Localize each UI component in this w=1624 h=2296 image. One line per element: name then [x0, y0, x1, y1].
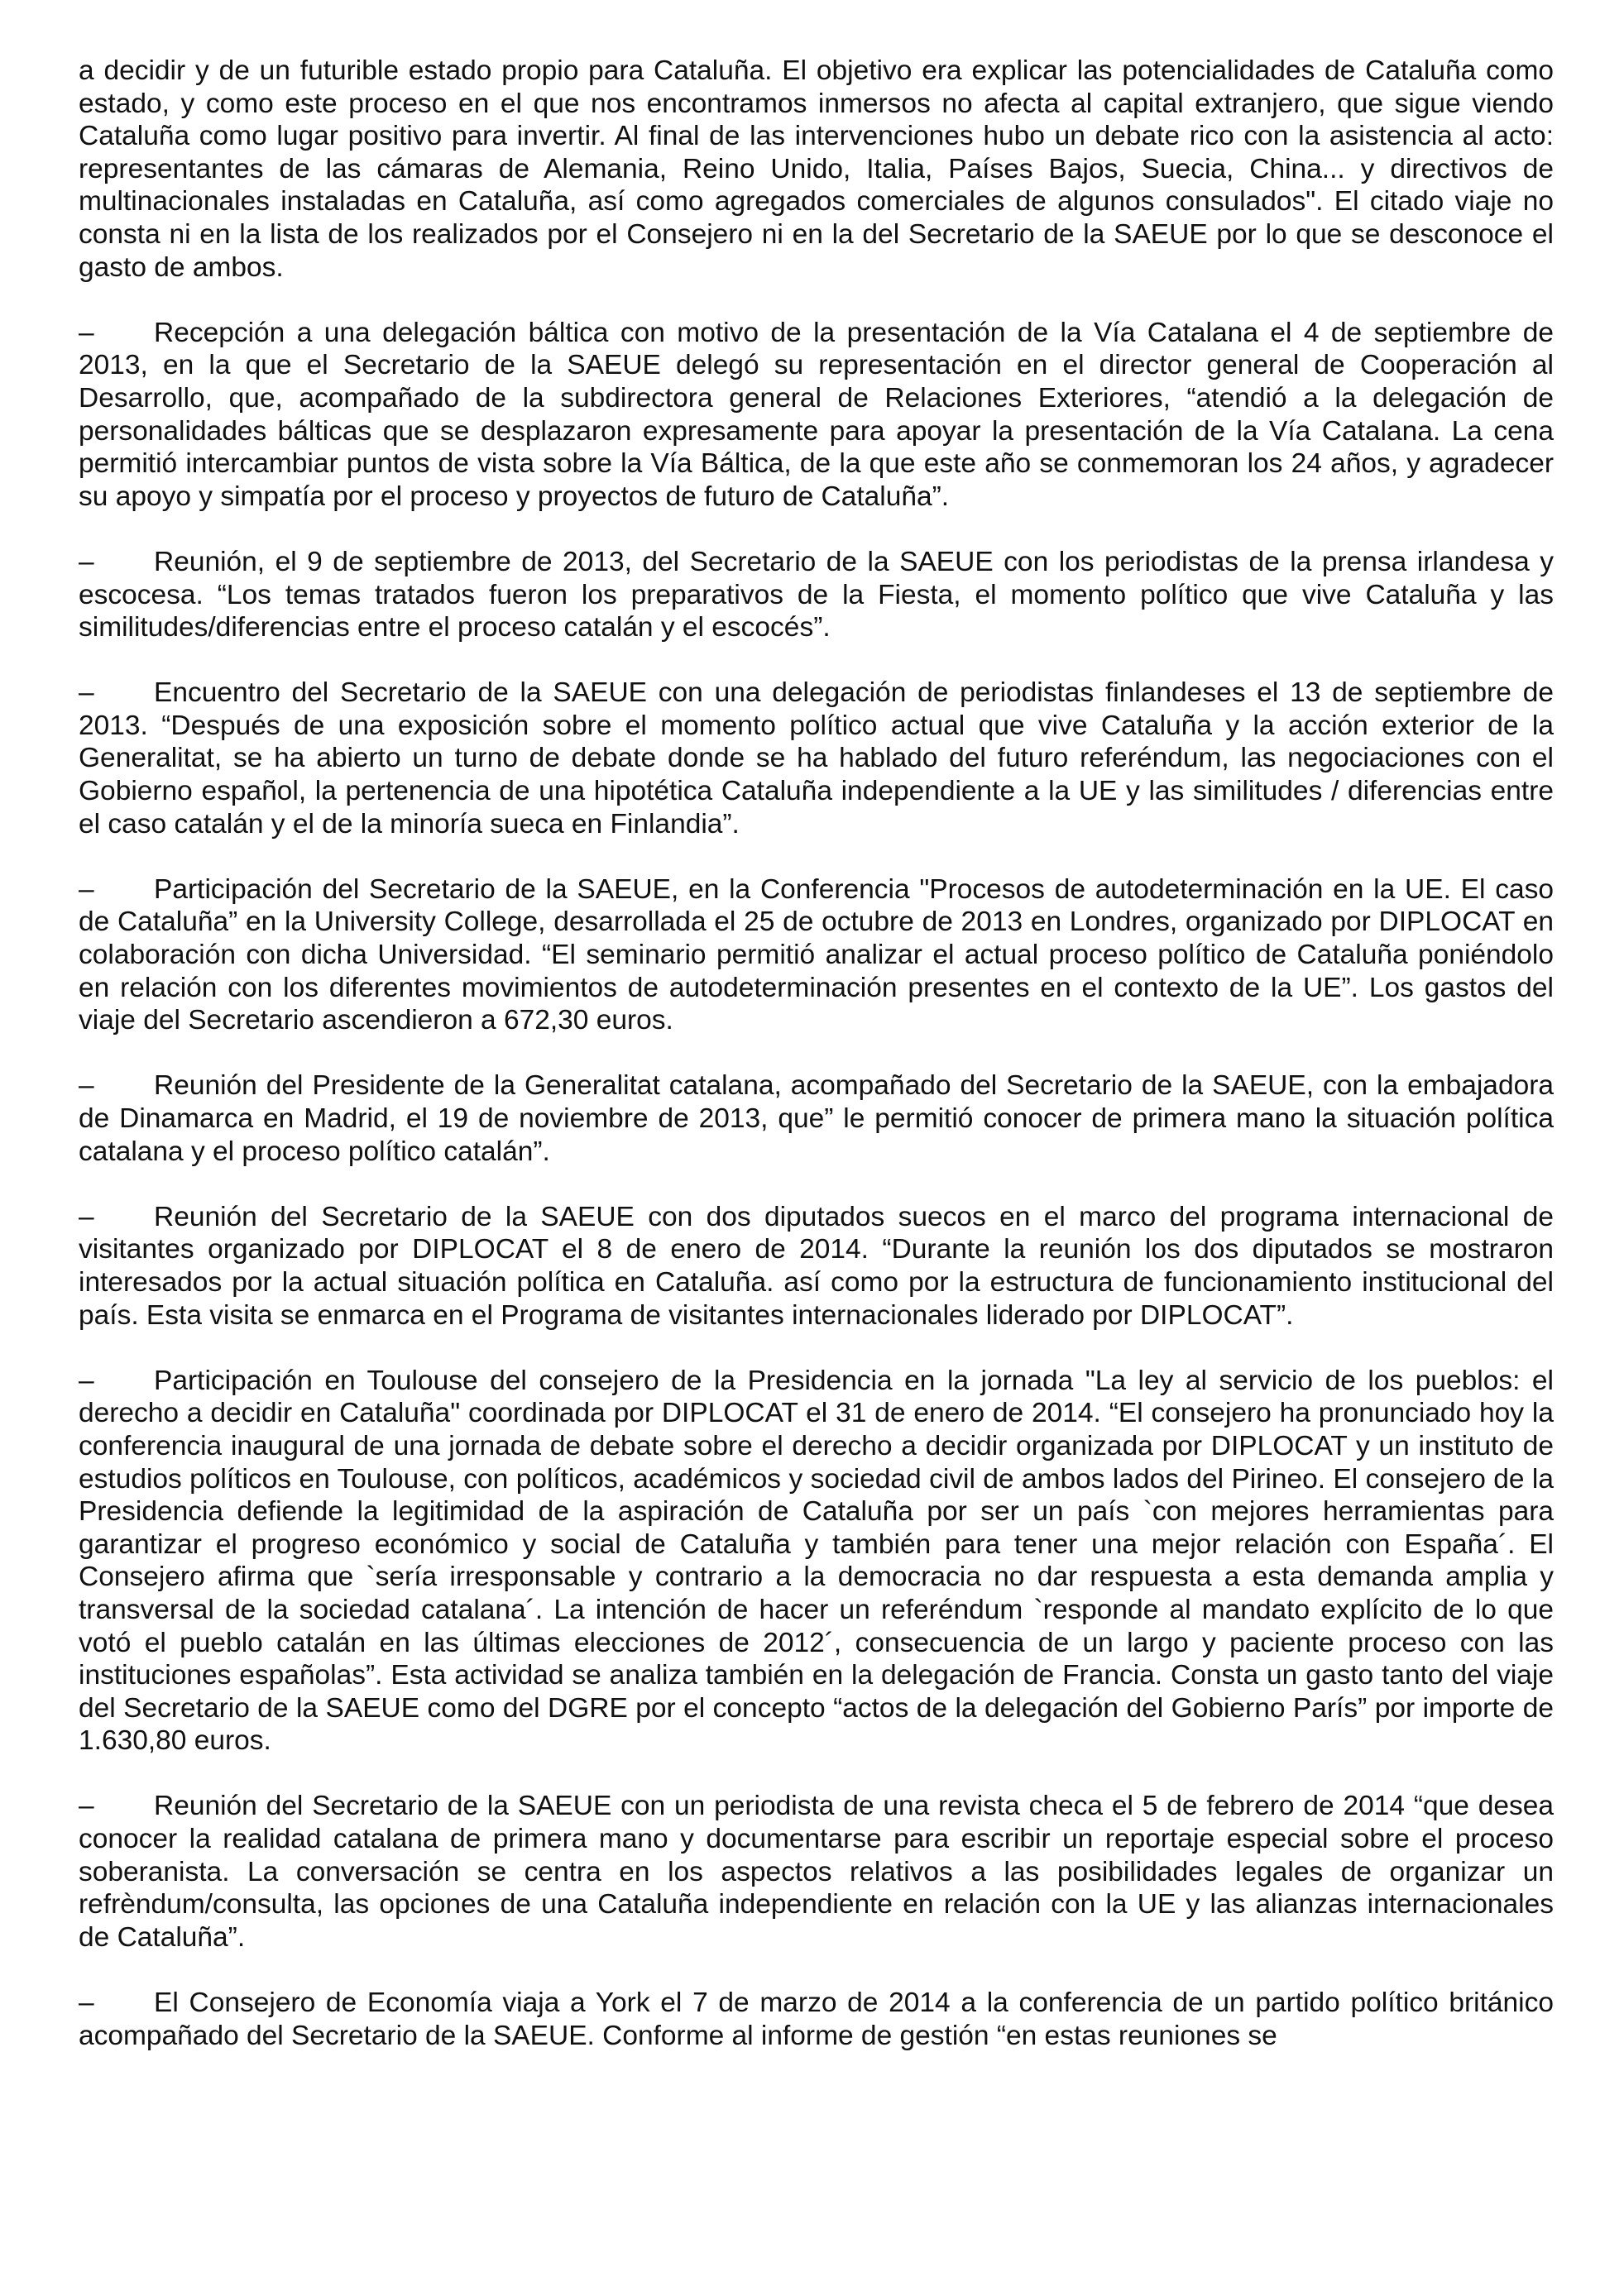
list-item-text: El Consejero de Economía viaja a York el 7 de marzo de 2014 a la conferencia de un partido político británico acompañado del Secretario de la SAEUE. Conforme al informe de gestión “en estas reuniones se — [79, 1987, 1554, 2051]
list-item-text: Participación en Toulouse del consejero de la Presidencia en la jornada "La ley al servicio de los pueblos: el derecho a decidir en Cataluña" coordinada por DIPLOCAT el 31 de enero de 2014. “El consejero ha pronunciado hoy la conferencia inaugural de una jornada de debate sobre el derecho a decidir organizada por DIPLOCAT y un instituto de estudios políticos en Toulouse, con políticos, académicos y sociedad civil de ambos lados del Pirineo. El consejero de la Presidencia defiende la legitimidad de la aspiración de Cataluña por ser un país `con mejores herramientas para garantizar el progreso económico y social de Cataluña y también para tener una mejor relación con España´. El Consejero afirma que `sería irresponsable y contrario a la democracia no dar respuesta a esta demanda amplia y transversal de la sociedad catalana´. La intención de hacer un referéndum `responde al mandato explícito de lo que votó el pueblo catalán en las últimas elecciones de 2012´, consecuencia de un largo y paciente proceso con las instituciones españolas”. Esta actividad se analiza también en la delegación de Francia. Consta un gasto tanto del viaje del Secretario de la SAEUE como del DGRE por el concepto “actos de la delegación del Gobierno París” por importe de 1.630,80 euros. — [79, 1365, 1554, 1757]
dash-bullet: – — [79, 1201, 94, 1232]
dash-bullet: – — [79, 1070, 94, 1102]
list-item — [79, 1069, 1554, 1168]
dash-bullet: – — [79, 1365, 94, 1396]
list-item-text: Encuentro del Secretario de la SAEUE con una delegación de periodistas finlandeses el 13 de septiembre de 2013. “Después de una exposición sobre el momento político actual que vive Cataluña y la acción exterior de la Generalitat, se ha abierto un turno de debate donde se ha hablado del futuro referéndum, las negociaciones con el Gobierno español, la pertenencia de una hipotética Cataluña independiente a la UE y las similitudes / diferencias entre el caso catalán y el de la minoría sueca en Finlandia”. — [79, 677, 1554, 839]
list-item-text: Reunión del Presidente de la Generalitat catalana, acompañado del Secretario de la SAEUE, con la embajadora de Dinamarca en Madrid, el 19 de noviembre de 2013, que” le permitió conocer de primera mano la situación política catalana y el proceso político catalán”. — [79, 1070, 1554, 1167]
list-item — [79, 873, 1554, 1037]
dash-bullet: – — [79, 873, 94, 905]
intro-paragraph: a decidir y de un futurible estado propio para Cataluña. El objetivo era explicar las potencialidades de Cataluña como estado, y como este proceso en el que nos encontramos inmersos no afecta al capital extranjero, que sigue viendo Cataluña como lugar positivo para invertir. Al final de las intervenciones hubo un debate rico con la asistencia al acto: representantes de las cámaras de Alemania, Reino Unido, Italia, Países Bajos, Suecia, China... y directivos de multinacionales instaladas en Cataluña, así como agregados comerciales de algunos consulados". El citado viaje no consta ni en la lista de los realizados por el Consejero ni en la del Secretario de la SAEUE por lo que se desconoce el gasto de ambos. — [79, 55, 1554, 283]
list-item — [79, 1790, 1554, 1954]
document-page — [79, 55, 1554, 2085]
list-item-text: Reunión del Secretario de la SAEUE con un periodista de una revista checa el 5 de febrero de 2014 “que desea conocer la realidad catalana de primera mano y documentarse para escribir un reportaje especial sobre el proceso soberanista. La conversación se centra en los aspectos relativos a las posibilidades legales de organizar un refrèndum/consulta, las opciones de una Cataluña independiente en relación con la UE y las alianzas internacionales de Cataluña”. — [79, 1791, 1554, 1953]
list-item — [79, 1365, 1554, 1758]
dash-bullet: – — [79, 677, 94, 709]
dash-bullet: – — [79, 1987, 94, 2019]
dash-bullet: – — [79, 1791, 94, 1822]
list-item — [79, 1987, 1554, 2052]
dash-bullet: – — [79, 317, 94, 348]
list-item-text: Reunión del Secretario de la SAEUE con dos diputados suecos en el marco del programa internacional de visitantes organizado por DIPLOCAT el 8 de enero de 2014. “Durante la reunión los dos diputados se mostraron interesados por la actual situación política en Cataluña. así como por la estructura de funcionamiento institucional del país. Esta visita se enmarca en el Programa de visitantes internacionales liderado por DIPLOCAT”. — [79, 1201, 1554, 1331]
list-item — [79, 1201, 1554, 1332]
list-item-text: Participación del Secretario de la SAEUE, en la Conferencia "Procesos de autodeterminación en la UE. El caso de Cataluña” en la University College, desarrollada el 25 de octubre de 2013 en Londres, organizado por DIPLOCAT en colaboración con dicha Universidad. “El seminario permitió analizar el actual proceso político de Cataluña poniéndolo en relación con los diferentes movimientos de autodeterminación presentes en el contexto de la UE”. Los gastos del viaje del Secretario ascendieron a 672,30 euros. — [79, 873, 1554, 1036]
list-item — [79, 546, 1554, 644]
dash-bullet: – — [79, 546, 94, 577]
list-item-text: Recepción a una delegación báltica con motivo de la presentación de la Vía Catalana el 4 de septiembre de 2013, en la que el Secretario de la SAEUE delegó su representación en el director general de Cooperación al Desarrollo, que, acompañado de la subdirectora general de Relaciones Exteriores, “atendió a la delegación de personalidades bálticas que se desplazaron expresamente para apoyar la presentación de la Vía Catalana. La cena permitió intercambiar puntos de vista sobre la Vía Báltica, de la que este año se conmemoran los 24 años, y agradecer su apoyo y simpatía por el proceso y proyectos de futuro de Cataluña”. — [79, 317, 1554, 512]
list-item-text: Reunión, el 9 de septiembre de 2013, del Secretario de la SAEUE con los periodistas de la prensa irlandesa y escocesa. “Los temas tratados fueron los preparativos de la Fiesta, el momento político que vive Cataluña y las similitudes/diferencias entre el proceso catalán y el escocés”. — [79, 546, 1554, 643]
list-item — [79, 317, 1554, 514]
list-item — [79, 677, 1554, 840]
